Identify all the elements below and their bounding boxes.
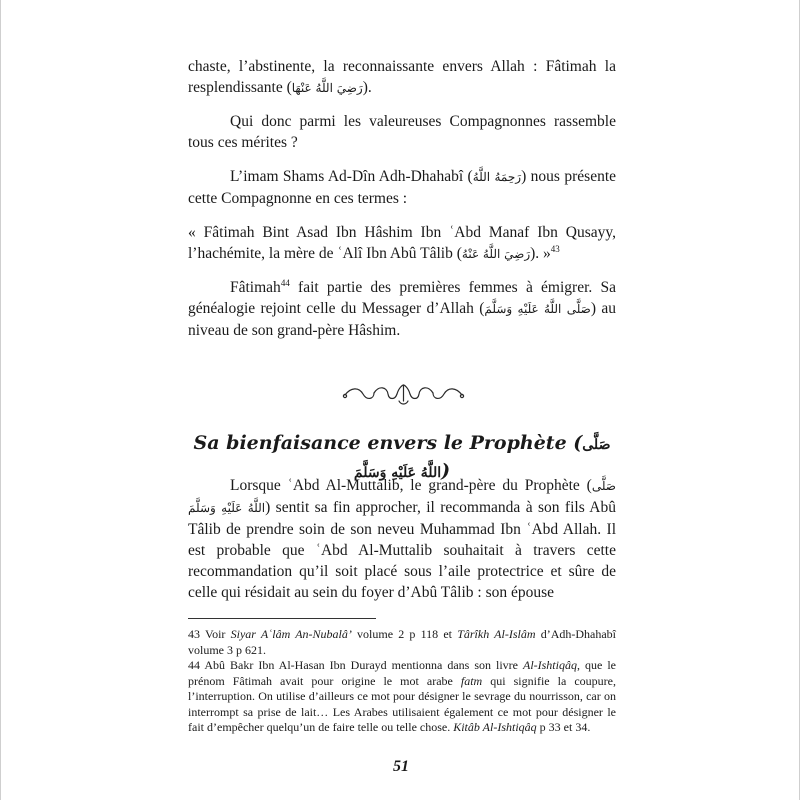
paragraph-5: Fâtimah$^{44}$ fait partie des premières femmes à émigrer. Sa généalogie rejoint celle du Messager d’Allah (صَلَّى اللَّهُ عَلَيْهِ وَسَلَّمَ) au niveau de son grand-père Hâshim. [188,277,617,339]
footnote-44: 44 Abû Bakr Ibn Al-Hasan Ibn Durayd mentionna dans son livre Al-Ishtiqâq, que le prénom Fâtimah avait pour origine le mot arabe fatm qui signifie la coupure, l’interruption. On utilise d’ailleurs ce mot pour désigner le sevrage du nourrisson, car on interrompt sa prise de lait… Les Arabes utilisaient également ce mot pour désigner le fait d’empêcher quelqu’un de faire telle ou telle chose. Kitâb Al-Ishtiqâq p 33 et 34. [188,658,616,734]
footnote-ref-43[interactable]: 43 [550,243,560,254]
honorific-radiallahu-anha: رَضِيَ اللَّهُ عَنْهَا [291,81,363,95]
decorative-ornament-icon [341,381,466,407]
page-number: 51 [393,758,409,775]
footnote-43: 43 Voir Siyar Aʿlâm An-Nubalâ’ volume 2 p 118 et Târîkh Al-Islâm d’Adh-Dhahabî volume 3 p 621. [188,627,617,657]
footnote-ref-44[interactable]: 44 [280,277,290,288]
honorific-salallahu-alayhi-wasallam: صَلَّى اللَّهُ عَلَيْهِ وَسَلَّمَ [484,302,591,316]
footnote-separator [188,618,376,619]
paragraph-quote: « Fâtimah Bint Asad Ibn Hâshim Ibn ʿAbd Manaf Ibn Qusayy, l’hachémite, la mère de ʿAlî Ibn Abû Tâlib (رَضِيَ اللَّهُ عَنْهُ). »$^{43}$ [188,224,616,262]
paragraph-1: chaste, l’abstinente, la reconnaissante envers Allah : Fâtimah la resplendissante (رَضِيَ اللَّهُ عَنْهَا). [188,58,616,96]
honorific-rahimahullah: رَحِمَهُ اللَّهُ [472,170,522,184]
footnotes [188,627,616,736]
section-paragraph-1: Lorsque ʿAbd Al-Muttalib, le grand-père du Prophète (صَلَّى اللَّهُ عَلَيْهِ وَسَلَّمَ) sentit sa fin approcher, il recommanda à son fils Abû Tâlib de prendre soin de son neveu Muhammad Ibn ʿAbd Allah. Il est probable que ʿAbd Al-Muttalib souhaitait à travers cette recommandation qu’il soit placé sous l’aile protectrice et sûre de celle qui résidait au sein du foyer d’Abû Tâlib : son épouse [188,477,616,601]
honorific-radiallahu-anhu: رَضِيَ اللَّهُ عَنْهُ [461,247,531,261]
heading-honorific: صَلَّى اللَّهُ عَلَيْهِ وَسَلَّمَ [353,437,611,481]
paragraph-3: L’imam Shams Ad-Dîn Adh-Dhahabî (رَحِمَهُ اللَّهُ) nous présente cette Compagnonne en ces termes : [188,168,617,207]
section-heading: Sa bienfaisance envers le Prophète (صَلَّى اللَّهُ عَلَيْهِ وَسَلَّمَ) [193,432,611,482]
paragraph-2: Qui donc parmi les valeureuses Compagnonnes rassemble tous ces mérites ? [188,113,616,151]
honorific-salallahu-alayhi-wasallam: صَلَّى اللَّهُ عَلَيْهِ وَسَلَّمَ [188,479,616,515]
